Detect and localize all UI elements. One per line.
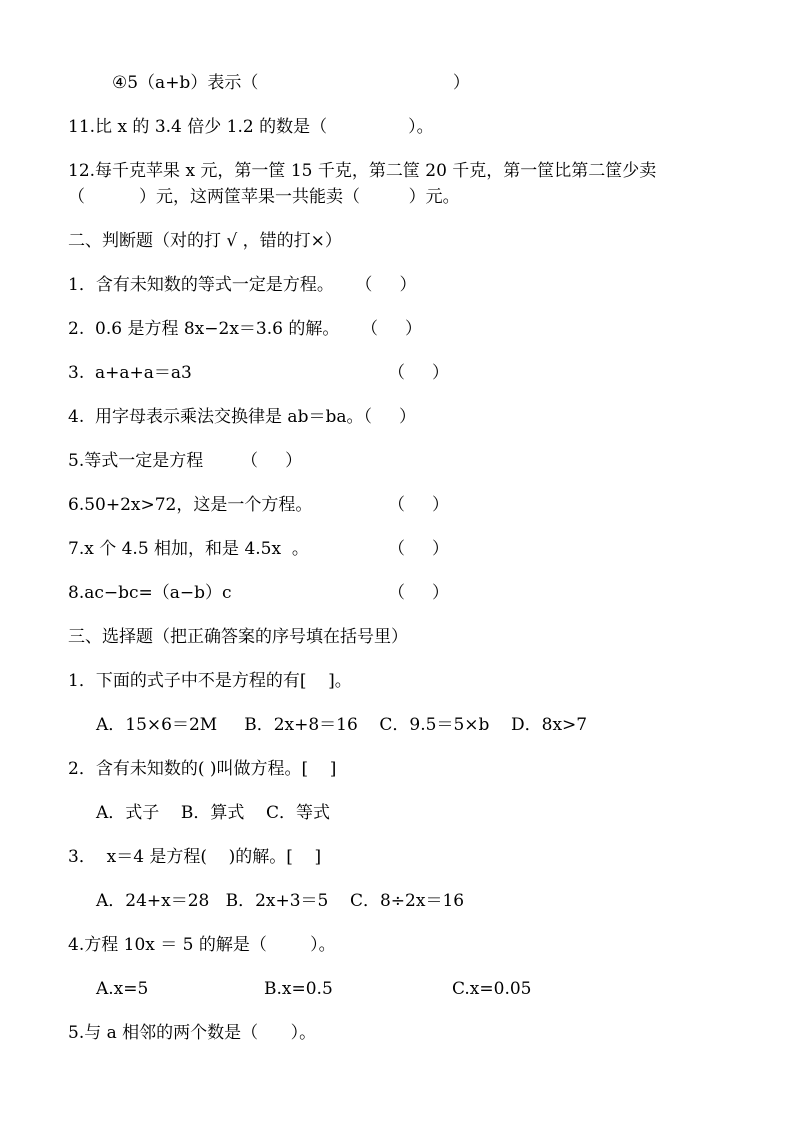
section-judgment-heading: 二、判断题（对的打 √ ，错的打×） <box>68 231 342 251</box>
choice-item-5: 5.与 a 相邻的两个数是（ ）。 <box>68 1023 317 1043</box>
judge-item-8: 8.ac−bc=（a−b）c <box>68 583 232 603</box>
choice-item-1: 1．下面的式子中不是方程的有[ ]。 <box>68 671 352 691</box>
judge-item-3: 3. a+a+a＝a3 <box>68 363 192 383</box>
answer-paren: （ ） <box>388 539 450 559</box>
answer-paren: （ ） <box>388 495 450 515</box>
judge-item-6: 6.50+2x>72，这是一个方程。 <box>68 495 313 515</box>
section-choice-heading: 三、选择题（把正确答案的序号填在括号里） <box>68 627 408 647</box>
choice-item-4-option-c: C.x=0.05 <box>452 979 532 999</box>
choice-item-3: 3． x＝4 是方程( )的解。[ ] <box>68 847 322 867</box>
q12-fill-blank-line1: 12.每千克苹果 x 元，第一筐 15 千克，第二筐 20 千克，第一筐比第二筐少卖 <box>68 161 657 181</box>
judge-item-2: 2. 0.6 是方程 8x−2x＝3.6 的解。 （ ） <box>68 319 422 339</box>
judge-item-4: 4. 用字母表示乘法交换律是 ab＝ba。（ ） <box>68 407 416 427</box>
q11-fill-blank: 11.比 x 的 3.4 倍少 1.2 的数是（ ）。 <box>68 117 434 137</box>
q10-item-4: ④5（a+b）表示（ ） <box>112 73 470 93</box>
choice-item-3-options: A．24+x＝28 B．2x+3＝5 C．8÷2x＝16 <box>96 891 465 911</box>
q12-fill-blank-line2: （ ）元，这两筐苹果一共能卖（ ）元。 <box>68 187 460 207</box>
choice-item-4: 4.方程 10x ＝ 5 的解是（ ）。 <box>68 935 336 955</box>
choice-item-2-options: A．式子 B．算式 C．等式 <box>96 803 331 823</box>
judge-item-7: 7.x 个 4.5 相加，和是 4.5x 。 <box>68 539 309 559</box>
choice-item-2: 2．含有未知数的( )叫做方程。[ ] <box>68 759 337 779</box>
judge-item-1: 1．含有未知数的等式一定是方程。 （ ） <box>68 275 417 295</box>
judge-item-5: 5.等式一定是方程 （ ） <box>68 451 303 471</box>
choice-item-4-option-b: B.x=0.5 <box>264 979 333 999</box>
choice-item-4-option-a: A.x=5 <box>96 979 149 999</box>
answer-paren: （ ） <box>388 583 450 603</box>
answer-paren: （ ） <box>388 363 450 383</box>
choice-item-1-options: A．15×6＝2M B．2x+8＝16 C．9.5＝5×b D．8x>7 <box>96 715 588 735</box>
